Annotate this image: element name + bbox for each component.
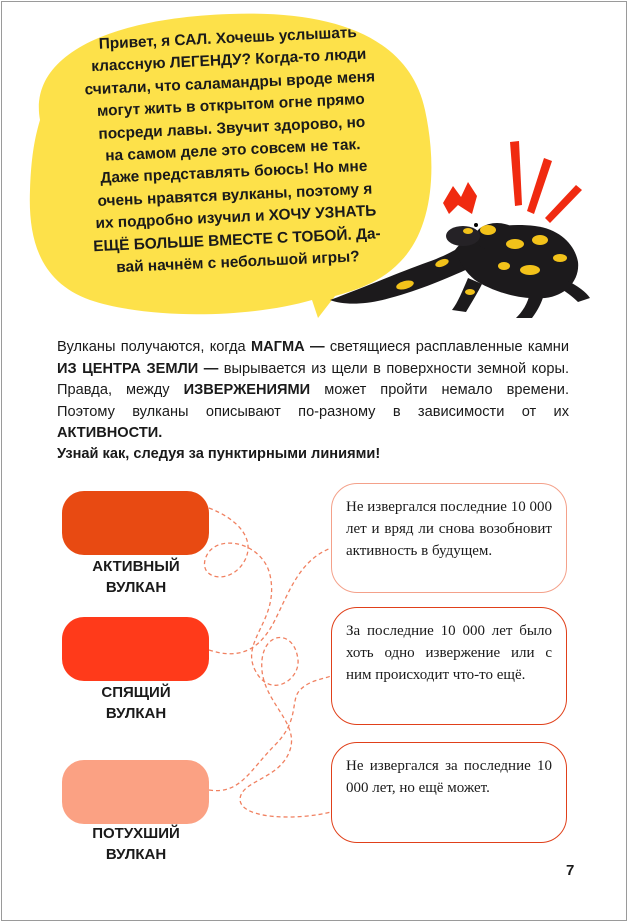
instruction-heading: Узнай как, следуя за пунктирными линиями!	[57, 446, 381, 462]
intro-emphasis: МАГМА —	[250, 339, 330, 355]
intro-emphasis: ИЗВЕРЖЕНИЯМИ	[183, 382, 311, 398]
active-volcano-label	[56, 556, 216, 598]
intro-text: вырывается из щели в поверхности земной коры. Правда, между	[57, 360, 569, 398]
intro-text: Вулканы получаются, когда	[57, 339, 251, 355]
extinct-volcano-pill	[62, 760, 209, 824]
dormant-volcano-pill	[62, 617, 209, 681]
intro-emphasis: ИЗ ЦЕНТРА ЗЕМЛИ —	[57, 360, 224, 377]
bubble-line: классную ЛЕГЕНДУ? Когда-то люди	[90, 46, 367, 76]
bubble-line: на самом деле это совсем не так.	[104, 136, 361, 165]
label-line: ВУЛКАН	[105, 846, 167, 863]
bubble-line: ЕЩЁ БОЛЬШЕ ВМЕСТЕ С ТОБОЙ. Да-	[92, 224, 381, 255]
intro-text: светящиеся расплавленные камни	[329, 339, 569, 355]
active-volcano-pill	[62, 491, 209, 555]
label-line: АКТИВНЫЙ	[92, 558, 180, 575]
dormant-volcano-label	[56, 682, 216, 724]
bubble-line: очень нравятся вулканы, поэтому я	[97, 180, 373, 210]
speech-bubble-text	[50, 20, 416, 282]
description-card-1: Не извергался последние 10 000 лет и вряд ли снова возобновит активность в будущем.	[331, 483, 567, 593]
description-card-3: Не извергался за последние 10 000 лет, но ещё может.	[331, 742, 567, 843]
bubble-line: вай начнём с небольшой игры?	[115, 248, 360, 277]
intro-emphasis: АКТИВНОСТИ.	[57, 425, 163, 441]
label-line: ВУЛКАН	[105, 705, 167, 722]
label-line: ПОТУХШИЙ	[92, 825, 180, 842]
bubble-line: Даже представлять боюсь! Но мне	[100, 158, 368, 188]
bubble-line: считали, что саламандры вроде меня	[84, 68, 376, 99]
label-line: ВУЛКАН	[105, 579, 167, 596]
bubble-line: посреди лавы. Звучит здорово, но	[98, 113, 366, 143]
bubble-line: Привет, я САЛ. Хочешь услышать	[98, 24, 358, 53]
description-card-2: За последние 10 000 лет было хоть одно извержение или с ним происходит что-то ещё.	[331, 607, 567, 725]
page-number: 7	[566, 862, 575, 879]
intro-text: может пройти немало времени. Поэтому вулканы описывают по-разному в зависимости от их	[57, 382, 569, 420]
excitement-marks-icon	[443, 141, 582, 223]
intro-paragraph	[57, 337, 569, 445]
extinct-volcano-label	[56, 823, 216, 865]
label-line: СПЯЩИЙ	[101, 684, 171, 701]
bubble-line: их подробно изучил и ХОЧУ УЗНАТЬ	[95, 202, 377, 233]
bubble-line: могут жить в открытом огне прямо	[96, 91, 366, 121]
